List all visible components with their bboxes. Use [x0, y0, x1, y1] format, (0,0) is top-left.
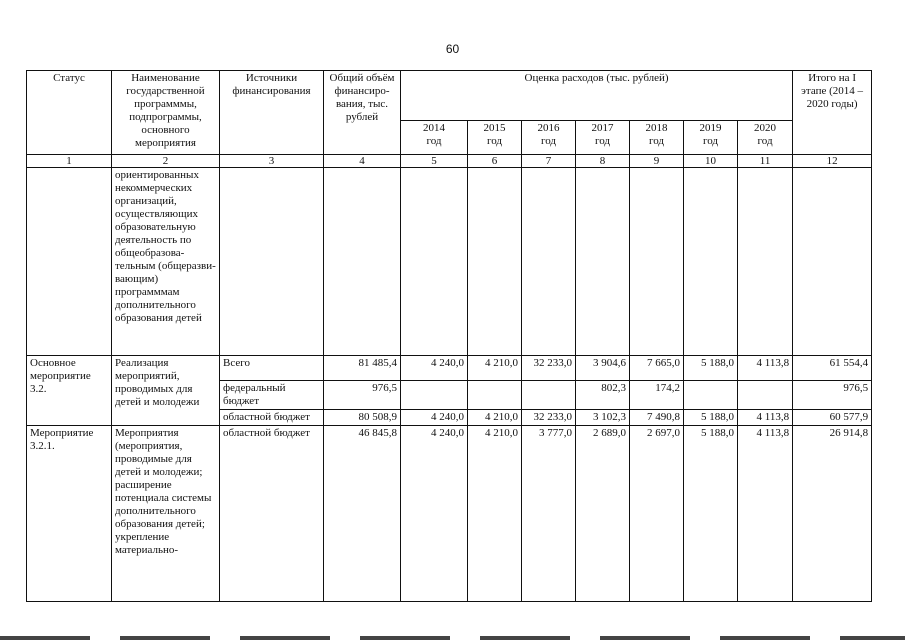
header-itogo: Итого на I этапе (2014 – 2020 годы) [793, 71, 872, 155]
value-cell: 7 665,0 [630, 356, 684, 381]
table-row [27, 426, 872, 602]
header-year: 2018 год [630, 121, 684, 155]
value-cell: 174,2 [630, 381, 684, 410]
status-cell [27, 168, 112, 356]
value-cell [684, 381, 738, 410]
column-number: 2 [112, 155, 220, 168]
value-cell: 2 697,0 [630, 426, 684, 602]
itogo-cell: 60 577,9 [793, 410, 872, 426]
header-year: 2019 год [684, 121, 738, 155]
header-status: Статус [27, 71, 112, 155]
value-cell [401, 381, 468, 410]
column-number: 1 [27, 155, 112, 168]
funding-table [26, 70, 872, 602]
scan-edge-divider [0, 636, 905, 640]
value-cell: 5 188,0 [684, 410, 738, 426]
value-cell: 3 904,6 [576, 356, 630, 381]
column-number: 3 [220, 155, 324, 168]
total-cell: 976,5 [324, 381, 401, 410]
status-cell: Мероприятие 3.2.1. [27, 426, 112, 602]
column-number: 5 [401, 155, 468, 168]
value-cell: 3 102,3 [576, 410, 630, 426]
value-cell: 802,3 [576, 381, 630, 410]
value-cell: 5 188,0 [684, 356, 738, 381]
header-year: 2020 год [738, 121, 793, 155]
value-cell: 4 113,8 [738, 356, 793, 381]
name-cell: Реализация мероприятий, проводимых для детей и молодежи [112, 356, 220, 426]
value-cell: 4 113,8 [738, 426, 793, 602]
source-cell: областной бюджет [220, 410, 324, 426]
column-number: 9 [630, 155, 684, 168]
column-number: 6 [468, 155, 522, 168]
source-cell: федеральный бюджет [220, 381, 324, 410]
itogo-cell: 976,5 [793, 381, 872, 410]
value-cell: 4 240,0 [401, 356, 468, 381]
value-cell: 4 240,0 [401, 410, 468, 426]
header-sources: Источники финансирования [220, 71, 324, 155]
header-year: 2016 год [522, 121, 576, 155]
value-cell [522, 381, 576, 410]
itogo-cell: 26 914,8 [793, 426, 872, 602]
column-number: 10 [684, 155, 738, 168]
total-cell: 46 845,8 [324, 426, 401, 602]
page-number: 60 [445, 42, 460, 56]
value-cell: 32 233,0 [522, 356, 576, 381]
value-cell: 2 689,0 [576, 426, 630, 602]
column-number: 7 [522, 155, 576, 168]
table-row [27, 356, 872, 381]
header-year: 2015 год [468, 121, 522, 155]
name-cell: ориентированных некоммерческих организаций, осуществляющих образовательную деятельность по общеобразова-тельным (общеразви-вающим) программмам дополнительного образования детей [112, 168, 220, 356]
value-cell: 3 777,0 [522, 426, 576, 602]
source-cell: областной бюджет [220, 426, 324, 602]
column-number: 4 [324, 155, 401, 168]
name-cell: Мероприятия (мероприятия, проводимые для детей и молодежи; расширение потенциала системы дополнительного образования детей; укрепление материально- [112, 426, 220, 602]
column-number: 12 [793, 155, 872, 168]
header-year: 2017 год [576, 121, 630, 155]
value-cell [468, 381, 522, 410]
total-cell: 80 508,9 [324, 410, 401, 426]
value-cell [738, 381, 793, 410]
value-cell: 4 113,8 [738, 410, 793, 426]
value-cell: 4 210,0 [468, 356, 522, 381]
value-cell: 7 490,8 [630, 410, 684, 426]
value-cell: 4 210,0 [468, 410, 522, 426]
itogo-cell: 61 554,4 [793, 356, 872, 381]
table-row-continuation [27, 168, 872, 356]
header-estimate: Оценка расходов (тыс. рублей) [401, 71, 793, 121]
value-cell: 4 240,0 [401, 426, 468, 602]
value-cell: 4 210,0 [468, 426, 522, 602]
column-number-row [27, 155, 872, 168]
column-number: 8 [576, 155, 630, 168]
header-total: Общий объём финансиро-вания, тыс. рублей [324, 71, 401, 155]
header-year: 2014 год [401, 121, 468, 155]
value-cell: 5 188,0 [684, 426, 738, 602]
source-cell: Всего [220, 356, 324, 381]
status-cell: Основное мероприятие 3.2. [27, 356, 112, 426]
total-cell: 81 485,4 [324, 356, 401, 381]
header-name: Наименование государственной программмы, подпрограммы, основного мероприятия [112, 71, 220, 155]
value-cell: 32 233,0 [522, 410, 576, 426]
column-number: 11 [738, 155, 793, 168]
